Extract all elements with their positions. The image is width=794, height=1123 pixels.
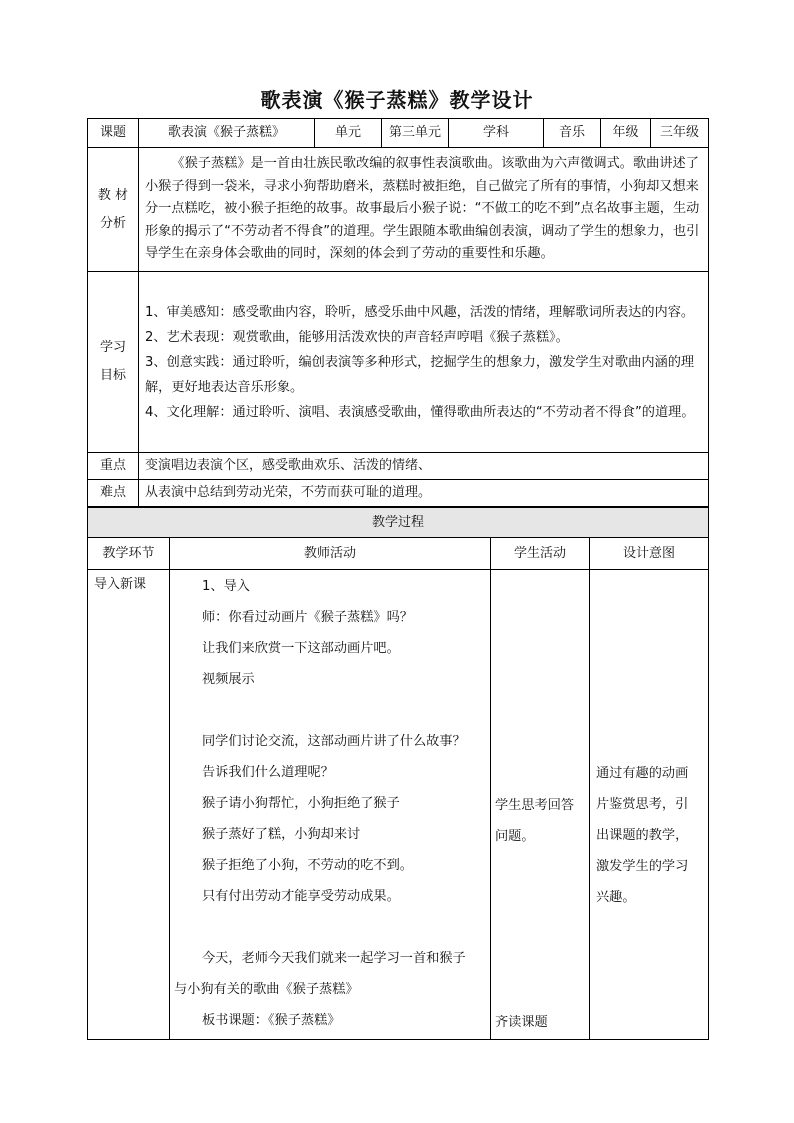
student-activity [491,570,590,1040]
subject-label: 学科 [449,119,544,148]
teacher-line [202,695,490,726]
student-spacer [495,852,585,1007]
teacher-line: 同学们讨论交流，这部动画片讲了什么故事？ [202,734,466,749]
grade-value: 三年级 [651,119,709,148]
goal-item: 2、艺术表现：观赏歌曲，能够用活泼欢快的声音轻声哼唱《猴子蒸糕》。 [145,329,569,345]
goals-label-line2: 目标 [99,368,126,383]
column-header-student: 学生活动 [491,538,590,570]
design-intent [590,570,709,1040]
key-point-label: 重点 [88,453,139,480]
intent-line: 兴趣。 [596,890,636,905]
intent-line: 通过有趣的动画 [596,766,689,781]
teacher-line: 板书课题：《猴子蒸糕》 [202,1013,341,1028]
analysis-text: 《猴子蒸糕》是一首由壮族民歌改编的叙事性表演歌曲。该歌曲为六声徵调式。歌曲讲述了小猴子得到一袋米，寻求小狗帮助磨米，蒸糕时被拒绝，自己做完了所有的事情，小狗却又想来分一点糕吃，被小猴子拒绝的故事。故事最后小猴子说：“不做工的吃不到”点名故事主题，生动形象的揭示了“不劳动者不得食”的道理。学生跟随本歌曲编创表演，调动了学生的想象力，也引导学生在亲身体会歌曲的同时，深刻的体会到了劳动的重要性和乐趣。 [139,148,709,272]
stage-cell: 导入新课 [88,570,170,1040]
analysis-label [88,148,139,272]
goal-item: 1、审美感知：感受歌曲内容，聆听，感受乐曲中风趣，活泼的情绪，理解歌词所表达的内容。 [145,304,695,320]
teacher-line: 猴子拒绝了小狗，不劳动的吃不到。 [202,858,413,873]
process-table [87,507,709,1040]
info-table [87,118,709,507]
teacher-line: 1、导入 [202,579,250,594]
course-value: 歌表演《猴子蒸糕》 [139,119,315,148]
teacher-line [202,912,490,943]
header-row [88,119,709,148]
course-label: 课题 [88,119,139,148]
analysis-row [88,148,709,272]
column-header-teacher: 教师活动 [170,538,491,570]
process-row [88,570,709,1040]
intent-line: 激发学生的学习 [596,859,689,874]
difficulty-label: 难点 [88,480,139,507]
difficulty-row [88,480,709,507]
teacher-line: 让我们来欣赏一下这部动画片吧。 [202,641,400,656]
student-spacer [495,570,585,790]
student-line: 齐读课题 [495,1015,548,1030]
analysis-label-line2: 分析 [99,215,126,231]
goals-list [139,272,709,453]
goals-row [88,272,709,453]
teacher-line: 与小狗有关的歌曲《猴子蒸糕》 [174,982,359,997]
analysis-label-line1: 教 材 [97,187,129,203]
teacher-line: 师：你看过动画片《猴子蒸糕》吗？ [202,610,413,625]
process-header-row [88,538,709,570]
grade-label: 年级 [601,119,651,148]
goals-label-line1: 学习 [99,340,126,355]
student-line: 问题。 [495,829,535,844]
student-line: 学生思考回答 [495,798,575,813]
teacher-line: 告诉我们什么道理呢？ [202,765,334,780]
teacher-line: 今天，老师今天我们就来一起学习一首和猴子 [202,951,466,966]
subject-value: 音乐 [544,119,601,148]
teacher-activity [170,570,491,1040]
teacher-line: 视频展示 [202,672,255,687]
key-point-row [88,453,709,480]
teacher-line: 猴子蒸好了糕，小狗却来讨 [202,827,361,842]
column-header-intent: 设计意图 [590,538,709,570]
unit-label: 单元 [315,119,382,148]
intent-line: 出课题的教学， [596,828,689,843]
difficulty-text: 从表演中总结到劳动光荣，不劳而获可耻的道理。 [139,480,709,507]
teacher-line: 猴子请小狗帮忙，小狗拒绝了猴子 [202,796,400,811]
document-title: 歌表演《猴子蒸糕》教学设计 [260,88,534,112]
goal-item: 4、文化理解：通过聆听、演唱、表演感受歌曲，懂得歌曲所表达的“不劳动者不得食”的道理。 [145,404,695,420]
goal-item: 3、创意实践：通过聆听，编创表演等多种形式，挖掘学生的想象力，激发学生对歌曲内涵的理解，更好地表达音乐形象。 [145,354,695,395]
key-point-text: 变演唱边表演个区，感受歌曲欢乐、活泼的情绪、 [139,453,709,480]
intent-line: 片鉴赏思考，引 [596,797,689,812]
teacher-line: 只有付出劳动才能享受劳动成果。 [202,889,400,904]
intent-spacer [596,570,702,758]
process-title-row [88,508,709,538]
goals-label [88,272,139,453]
process-title: 教学过程 [88,508,709,538]
unit-value: 第三单元 [382,119,449,148]
column-header-stage: 教学环节 [88,538,170,570]
